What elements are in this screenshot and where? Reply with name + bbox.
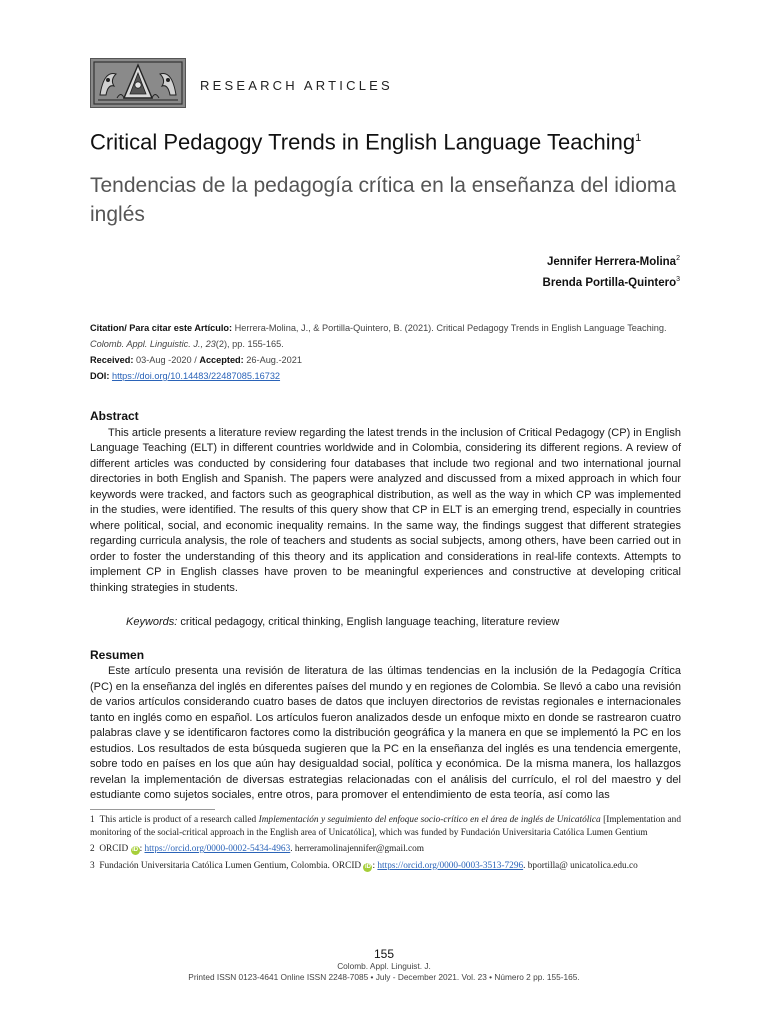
author-email: . herreramolinajennifer@gmail.com: [290, 844, 424, 855]
article-title: [90, 124, 730, 156]
citation-text: Herrera-Molina, J., & Portilla-Quintero, B. (2021). Critical Pedagogy Trends in English Language Teaching.: [232, 323, 667, 333]
footnote-1-title: Implementación y seguimiento del enfoque socio-crítico en el área de inglés de Unicatólica: [258, 815, 601, 825]
article-subtitle: Tendencias de la pedagogía crítica en la enseñanza del idioma inglés: [90, 174, 677, 226]
author-item: [543, 271, 680, 292]
orcid-icon[interactable]: iD: [132, 847, 139, 854]
issn-line: Printed ISSN 0123-4641 Online ISSN 2248-7085 • July - December 2021. Vol. 23 • Número 2 pp. 155-165.: [188, 972, 580, 982]
footnote-3: 3 Fundación Universitaria Católica Lumen Gentium, Colombia. ORCID iD : https://orcid.org/0000-0003-3513-7296. bportilla@ unicatolica.edu.co: [90, 860, 638, 871]
author-list: [543, 250, 680, 292]
keywords-line: [108, 615, 681, 631]
doi-label: DOI:: [90, 371, 110, 381]
accepted-date: 26-Aug.-2021: [243, 355, 302, 365]
orcid-link[interactable]: https://orcid.org/0000-0003-3513-7296: [377, 860, 524, 871]
citation-issue: (2), pp. 155-165.: [215, 339, 284, 349]
citation-line: [90, 320, 690, 336]
citation-block: [90, 320, 690, 384]
journal-short-name: Colomb. Appl. Linguist. J.: [337, 961, 431, 971]
resumen-heading: Resumen: [90, 647, 145, 662]
citation-journal-line: [90, 336, 690, 352]
orcid-link[interactable]: https://orcid.org/0000-0002-5434-4963: [144, 844, 291, 855]
doi-link[interactable]: https://doi.org/10.14483/22487085.16732: [111, 371, 281, 381]
resumen-text: Este artículo presenta una revisión de literatura de las últimas tendencias en la inclusión de la Pedagogía Crítica (PC) en la enseñanza del inglés en diferentes países del mundo y en regiones de Colombia. Se llevó a cabo una revisión de varios artículos considerando cuatro bases de datos que incluyen directorios de revistas regionales e internacionales tanto en inglés como en español. Los artículos fueron analizados desde un enfoque mixto en donde se rastrearon cuatro palabras clave y se identificaron factores como la distribución geográfica y la manera en que se implementó la PC en los estudios. Los resultados de esta búsqueda sugieren que la PC en la enseñanza del inglés es una tendencia emergente, sobre todo en países en los que aún hay desigualdad social, política y económica. De la misma manera, los hallazgos revelan la implementación de diversas estrategias relacionadas con el análisis del currículo, el rol del maestro y del estudiante como sujetos sociales, entre otros, para promover el entendimiento de esta teoría, así como las: [90, 665, 681, 801]
footnote-1-post: [Implementation and monitoring of the social-critical approach in the English area of Unicatólica], which was funded by Fundación Universitaria Católica Lumen Gentium: [90, 815, 681, 838]
author-footnote-ref[interactable]: 3: [676, 275, 680, 283]
orcid-label: ORCID: [99, 844, 129, 855]
received-date: 03-Aug -2020 /: [133, 355, 200, 365]
footnote-number: 2: [90, 844, 95, 855]
footnotes: [90, 814, 681, 876]
doi-line: [90, 368, 690, 384]
page-header: [90, 58, 393, 108]
footnote-number: 1: [90, 815, 95, 825]
author-email: . bportilla@ unicatolica.edu.co: [523, 860, 638, 871]
title-footnote-ref[interactable]: 1: [635, 132, 642, 144]
footnote-1-pre: This article is product of a research called: [99, 815, 259, 825]
author-footnote-ref[interactable]: 2: [676, 255, 680, 262]
abstract-text: This article presents a literature review regarding the latest trends in the inclusion of Critical Pedagogy (CP) in English Language Teaching (ELT) in different countries worldwide and in Colombia, considering its different regions. A review of different articles was conducted by considering four databases that include two regional and two international journal directories in both English and Spanish. The papers were analyzed and discussed from a mixed approach in which four keywords were tracked, and factors such as geographical distribution, as well as the way in which CP was implemented in the studies, were identified. The results of this query show that CP in ELT is an emerging trend, especially in countries where political, social, and economic inequality remains. In the same way, the findings suggest that different strategies regarding curricula analysis, the role of teachers and students as social subjects, among others, have been carried out in order to foster the understanding of this theory and its application and considerations in real-life contexts. Attempts to implement CP in English classes have proven to be meaningful experiences and constructive at developing critical thinking strategies in students.: [90, 426, 681, 594]
footnote-2: 2 ORCID iD : https://orcid.org/0000-0002-5434-4963. herreramolinajennifer@gmail.com: [90, 844, 424, 855]
received-label: Received:: [90, 355, 134, 365]
page-footer: [0, 947, 768, 983]
citation-label: Citation/ Para citar este Artículo:: [90, 323, 233, 333]
abstract-heading: Abstract: [90, 409, 139, 423]
dates-line: [90, 352, 690, 368]
author-name: Brenda Portilla-Quintero: [542, 276, 677, 289]
section-label: RESEARCH ARTICLES: [200, 77, 393, 93]
page-number: 155: [373, 947, 395, 961]
abstract-section: [90, 409, 681, 804]
citation-journal: Colomb. Appl. Linguistic. J., 23: [90, 339, 216, 349]
footnote-3-text: Fundación Universitaria Católica Lumen Gentium, Colombia. ORCID: [99, 860, 362, 871]
article-title-text: Critical Pedagogy Trends in English Language Teaching: [90, 129, 636, 155]
decorative-emblem-icon: [90, 58, 186, 108]
accepted-label: Accepted:: [199, 355, 244, 365]
orcid-icon[interactable]: iD: [364, 863, 371, 870]
author-name: Jennifer Herrera-Molina: [546, 255, 677, 268]
keywords-label: Keywords:: [126, 616, 178, 628]
footnote-1: [90, 814, 681, 839]
author-item: [543, 250, 680, 271]
footnote-number: 3: [90, 860, 95, 871]
footnote-divider: [90, 809, 215, 810]
keywords-text: critical pedagogy, critical thinking, English language teaching, literature review: [177, 616, 560, 628]
